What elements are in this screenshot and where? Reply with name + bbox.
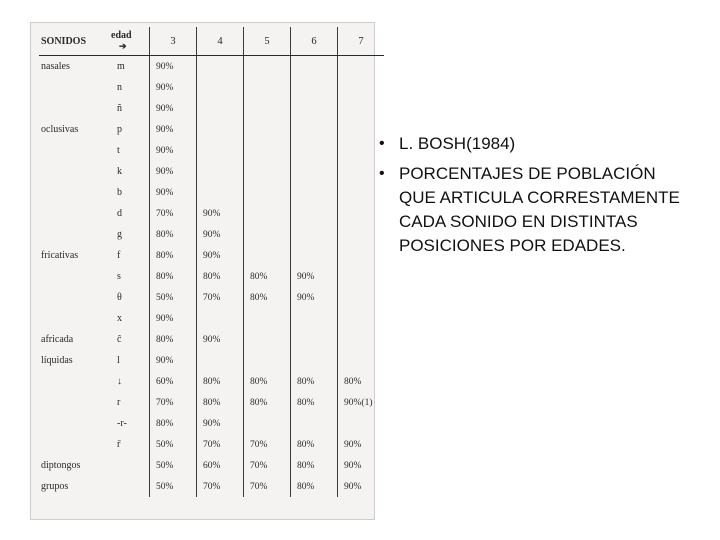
percentage-cell	[197, 413, 244, 434]
sound-group-label: diptongos	[41, 460, 81, 471]
percentage-value: 70%	[156, 397, 174, 408]
sound-group-cell	[39, 119, 107, 140]
percentage-cell	[150, 56, 197, 78]
sound-group-cell	[39, 329, 107, 350]
percentage-cell	[338, 308, 385, 329]
percentage-value: 80%	[250, 292, 268, 303]
percentage-value: 80%	[156, 271, 174, 282]
sound-cell	[107, 140, 150, 161]
percentage-value: 70%	[203, 481, 221, 492]
percentage-cell	[150, 413, 197, 434]
sound-group-cell	[39, 392, 107, 413]
sound-cell	[107, 56, 150, 78]
table-row	[39, 287, 384, 308]
table-row	[39, 224, 384, 245]
sound-group-cell	[39, 203, 107, 224]
percentage-cell	[244, 98, 291, 119]
percentage-value: 80%	[344, 376, 362, 387]
percentage-cell	[197, 266, 244, 287]
sound-group-cell	[39, 413, 107, 434]
percentage-cell	[150, 98, 197, 119]
percentage-cell	[338, 350, 385, 371]
percentage-value: 90%	[203, 208, 221, 219]
percentage-cell	[244, 287, 291, 308]
sounds-column-header: SONIDOS	[39, 27, 107, 56]
percentage-cell	[150, 329, 197, 350]
sound-group-cell	[39, 224, 107, 245]
percentage-value: 90%	[156, 61, 174, 72]
percentage-value: 80%	[297, 481, 315, 492]
table-row	[39, 140, 384, 161]
percentage-cell	[244, 392, 291, 413]
percentage-cell	[197, 182, 244, 203]
percentage-cell	[150, 308, 197, 329]
sound-label: n	[117, 82, 122, 93]
sound-group-cell	[39, 245, 107, 266]
percentage-cell	[197, 56, 244, 78]
percentage-value: 70%	[250, 460, 268, 471]
sound-label: g	[117, 229, 122, 240]
age-column-header	[107, 27, 150, 56]
bullet-text-source: L. BOSH(1984)	[399, 134, 516, 153]
sound-label: p	[117, 124, 122, 135]
sound-cell	[107, 455, 150, 476]
percentage-value: 90%	[156, 187, 174, 198]
age-header-5: 5	[244, 27, 291, 56]
percentage-cell	[150, 350, 197, 371]
sound-group-label: africada	[41, 334, 74, 345]
percentage-cell	[197, 434, 244, 455]
bullet-icon: •	[379, 135, 385, 152]
percentage-cell	[197, 455, 244, 476]
percentage-cell	[150, 455, 197, 476]
percentage-cell	[150, 182, 197, 203]
table-row	[39, 308, 384, 329]
sound-label: x	[117, 313, 122, 324]
percentage-cell	[244, 266, 291, 287]
bullet-item-description	[375, 162, 695, 258]
percentage-value: 90%	[344, 481, 362, 492]
percentage-value: 90%	[203, 418, 221, 429]
sound-label: ↓	[117, 376, 122, 387]
percentage-cell	[338, 77, 385, 98]
scanned-table-image	[30, 22, 375, 520]
sound-group-cell	[39, 182, 107, 203]
percentage-cell	[291, 245, 338, 266]
percentage-cell	[291, 455, 338, 476]
percentage-cell	[244, 350, 291, 371]
percentage-value: 70%	[250, 439, 268, 450]
table-row	[39, 245, 384, 266]
percentage-cell	[291, 287, 338, 308]
table-row	[39, 392, 384, 413]
sound-group-cell	[39, 371, 107, 392]
sound-group-label: grupos	[41, 481, 69, 492]
percentage-cell	[338, 434, 385, 455]
percentage-value: 90%	[156, 166, 174, 177]
percentage-value: 80%	[297, 460, 315, 471]
sound-group-cell	[39, 140, 107, 161]
percentage-cell	[291, 266, 338, 287]
table-row	[39, 413, 384, 434]
table-row	[39, 350, 384, 371]
sound-cell	[107, 245, 150, 266]
percentage-value: 80%	[250, 376, 268, 387]
percentage-cell	[244, 203, 291, 224]
age-header-7: 7	[338, 27, 385, 56]
percentage-cell	[338, 287, 385, 308]
percentage-value: 90%	[156, 313, 174, 324]
percentage-value: 90%	[203, 334, 221, 345]
sound-group-cell	[39, 161, 107, 182]
sound-label: ñ	[117, 103, 122, 114]
sound-cell	[107, 119, 150, 140]
age-header-4: 4	[197, 27, 244, 56]
bullet-text-description: PORCENTAJES DE POBLACIÓN QUE ARTICULA CORRESTAMENTE CADA SONIDO EN DISTINTAS POSICIONES POR EDADES.	[399, 164, 680, 255]
percentage-cell	[197, 392, 244, 413]
percentage-value: 90%	[297, 292, 315, 303]
percentage-cell	[197, 287, 244, 308]
sound-cell	[107, 476, 150, 497]
percentage-cell	[291, 392, 338, 413]
percentage-value: 90%	[156, 145, 174, 156]
sound-cell	[107, 371, 150, 392]
percentage-value: 80%	[297, 439, 315, 450]
percentage-cell	[244, 329, 291, 350]
sound-label: k	[117, 166, 122, 177]
percentage-value: 80%	[250, 271, 268, 282]
percentage-cell	[244, 245, 291, 266]
percentage-value: 80%	[203, 397, 221, 408]
percentage-cell	[197, 308, 244, 329]
percentage-cell	[291, 413, 338, 434]
bullet-list	[375, 132, 695, 264]
percentage-cell	[291, 371, 338, 392]
percentage-cell	[244, 224, 291, 245]
sound-group-cell	[39, 77, 107, 98]
table-row	[39, 455, 384, 476]
sound-label: ĉ	[117, 334, 122, 345]
sound-cell	[107, 98, 150, 119]
percentage-cell	[197, 161, 244, 182]
sound-cell	[107, 413, 150, 434]
sound-group-cell	[39, 434, 107, 455]
percentage-cell	[244, 413, 291, 434]
sound-cell	[107, 350, 150, 371]
age-header-6: 6	[291, 27, 338, 56]
percentage-cell	[291, 476, 338, 497]
sound-label: s	[117, 271, 121, 282]
percentage-value: 90%	[344, 460, 362, 471]
sound-label: m	[117, 61, 125, 72]
percentage-cell	[291, 98, 338, 119]
percentage-cell	[291, 308, 338, 329]
percentage-value: 70%	[156, 208, 174, 219]
percentage-cell	[150, 392, 197, 413]
percentage-cell	[197, 224, 244, 245]
table-row	[39, 161, 384, 182]
percentage-cell	[338, 329, 385, 350]
sound-cell	[107, 203, 150, 224]
percentage-cell	[291, 203, 338, 224]
sound-group-label: oclusivas	[41, 124, 79, 135]
sound-label: l	[117, 355, 120, 366]
percentage-value: 60%	[156, 376, 174, 387]
bullet-item-source	[375, 132, 695, 156]
percentage-cell	[150, 161, 197, 182]
phoneme-age-table	[39, 27, 384, 497]
percentage-value: 90%	[203, 250, 221, 261]
percentage-value: 80%	[156, 250, 174, 261]
sound-cell	[107, 434, 150, 455]
table-body	[39, 56, 384, 498]
percentage-cell	[291, 350, 338, 371]
percentage-cell	[244, 140, 291, 161]
table-row	[39, 203, 384, 224]
percentage-cell	[150, 77, 197, 98]
right-arrow-icon: ➔	[119, 40, 127, 51]
percentage-value: 90%	[344, 439, 362, 450]
sound-label: -r-	[117, 418, 127, 429]
percentage-cell	[291, 77, 338, 98]
age-header-label: edad	[111, 29, 132, 41]
percentage-value: 50%	[156, 481, 174, 492]
sound-cell	[107, 392, 150, 413]
sound-group-cell	[39, 476, 107, 497]
percentage-cell	[197, 476, 244, 497]
sound-group-cell	[39, 287, 107, 308]
percentage-cell	[197, 140, 244, 161]
percentage-cell	[338, 413, 385, 434]
table-header-row	[39, 27, 384, 56]
percentage-value: 80%	[203, 271, 221, 282]
percentage-cell	[197, 371, 244, 392]
percentage-cell	[291, 56, 338, 78]
percentage-cell	[338, 266, 385, 287]
percentage-cell	[338, 98, 385, 119]
sound-cell	[107, 224, 150, 245]
percentage-value: 50%	[156, 460, 174, 471]
percentage-cell	[244, 371, 291, 392]
percentage-value: 90%	[156, 355, 174, 366]
percentage-cell	[338, 392, 385, 413]
sound-cell	[107, 182, 150, 203]
sound-group-cell	[39, 98, 107, 119]
age-header-3: 3	[150, 27, 197, 56]
percentage-cell	[244, 455, 291, 476]
percentage-cell	[244, 77, 291, 98]
percentage-value: 80%	[156, 418, 174, 429]
percentage-cell	[291, 119, 338, 140]
percentage-value: 60%	[203, 460, 221, 471]
bullet-icon: •	[379, 165, 385, 182]
percentage-cell	[291, 161, 338, 182]
sound-cell	[107, 77, 150, 98]
table-row	[39, 434, 384, 455]
sound-group-cell	[39, 56, 107, 78]
sound-label: b	[117, 187, 122, 198]
percentage-cell	[197, 98, 244, 119]
sound-group-label: nasales	[41, 61, 70, 72]
percentage-cell	[197, 119, 244, 140]
percentage-value: 80%	[156, 334, 174, 345]
percentage-value: 80%	[297, 397, 315, 408]
percentage-cell	[244, 182, 291, 203]
percentage-cell	[244, 434, 291, 455]
percentage-cell	[197, 77, 244, 98]
table-row	[39, 329, 384, 350]
percentage-cell	[150, 119, 197, 140]
sound-label: r̄	[117, 439, 121, 450]
sound-group-cell	[39, 350, 107, 371]
sound-label: θ	[117, 292, 122, 303]
table-row	[39, 182, 384, 203]
sound-group-label: fricativas	[41, 250, 79, 261]
percentage-cell	[244, 308, 291, 329]
percentage-cell	[150, 476, 197, 497]
percentage-value: 70%	[250, 481, 268, 492]
percentage-cell	[338, 455, 385, 476]
table-row	[39, 77, 384, 98]
percentage-value: 90%	[297, 271, 315, 282]
sound-cell	[107, 161, 150, 182]
sound-cell	[107, 287, 150, 308]
percentage-cell	[150, 287, 197, 308]
percentage-value: 50%	[156, 292, 174, 303]
percentage-value: 70%	[203, 292, 221, 303]
percentage-cell	[150, 224, 197, 245]
percentage-value: 90%	[156, 124, 174, 135]
table-row	[39, 119, 384, 140]
table-row	[39, 371, 384, 392]
sound-group-cell	[39, 266, 107, 287]
percentage-cell	[150, 203, 197, 224]
percentage-value: 90%	[203, 229, 221, 240]
sound-label: t	[117, 145, 120, 156]
percentage-cell	[338, 371, 385, 392]
percentage-cell	[291, 224, 338, 245]
percentage-cell	[291, 140, 338, 161]
percentage-value: 80%	[156, 229, 174, 240]
percentage-cell	[291, 434, 338, 455]
percentage-cell	[150, 245, 197, 266]
percentage-cell	[244, 119, 291, 140]
percentage-cell	[197, 245, 244, 266]
sound-cell	[107, 329, 150, 350]
percentage-cell	[244, 56, 291, 78]
percentage-cell	[338, 56, 385, 78]
percentage-cell	[197, 329, 244, 350]
percentage-value: 70%	[203, 439, 221, 450]
table-row	[39, 266, 384, 287]
sound-group-label: líquidas	[41, 355, 73, 366]
percentage-value: 90%	[156, 103, 174, 114]
percentage-cell	[197, 203, 244, 224]
sound-label: r	[117, 397, 121, 408]
table-row	[39, 98, 384, 119]
percentage-value: 80%	[297, 376, 315, 387]
table-row	[39, 476, 384, 497]
sound-group-cell	[39, 308, 107, 329]
percentage-cell	[338, 476, 385, 497]
sound-label: f	[117, 250, 121, 261]
percentage-cell	[150, 140, 197, 161]
percentage-value: 50%	[156, 439, 174, 450]
percentage-cell	[150, 371, 197, 392]
table-row	[39, 56, 384, 78]
percentage-cell	[244, 161, 291, 182]
sound-group-cell	[39, 455, 107, 476]
percentage-value: 90%	[156, 82, 174, 93]
sound-cell	[107, 308, 150, 329]
percentage-cell	[244, 476, 291, 497]
percentage-cell	[150, 266, 197, 287]
sound-label: d	[117, 208, 122, 219]
percentage-cell	[197, 350, 244, 371]
percentage-cell	[150, 434, 197, 455]
percentage-cell	[291, 182, 338, 203]
percentage-value: 90%(1)	[344, 397, 373, 408]
percentage-value: 80%	[250, 397, 268, 408]
sound-cell	[107, 266, 150, 287]
percentage-value: 80%	[203, 376, 221, 387]
percentage-cell	[291, 329, 338, 350]
